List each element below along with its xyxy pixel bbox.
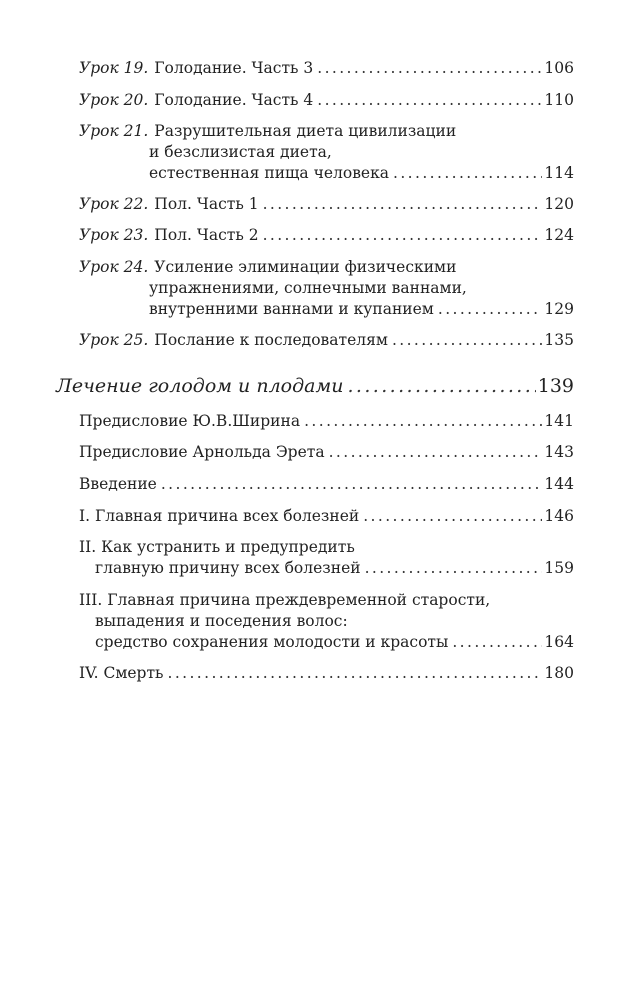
dot-leader: [263, 225, 543, 246]
page-number: 139: [537, 375, 574, 397]
page-number: 114: [544, 164, 574, 182]
page-number: 146: [544, 507, 574, 525]
page-number: 143: [544, 443, 574, 461]
dot-leader: [365, 558, 543, 579]
lesson-label: Урок 22.: [79, 195, 149, 213]
page-number: 129: [544, 300, 574, 318]
lesson-label: Урок 25.: [79, 331, 149, 349]
toc-entry-lesson-20: [79, 90, 574, 111]
toc-entry-chapter-1: [79, 506, 574, 527]
page-number: 135: [544, 331, 574, 349]
section-title: Лечение голодом и плодами: [56, 375, 344, 397]
page-number: 144: [544, 475, 574, 493]
entry-title-cont: упражнениями, солнечными ваннами,: [149, 279, 467, 297]
dot-leader: [438, 299, 543, 320]
page-number: 124: [544, 226, 574, 244]
lesson-label: Урок 21.: [79, 122, 149, 140]
page-number: 120: [544, 195, 574, 213]
page-number: 110: [544, 91, 574, 109]
entry-title: Введение: [79, 475, 157, 493]
toc-entry-lesson-19: [79, 58, 574, 79]
entry-title: Предисловие Ю.В.Ширина: [79, 412, 301, 430]
dot-leader: [317, 90, 542, 111]
entry-title-cont: внутренними ваннами и купанием: [149, 300, 434, 318]
entry-title: Пол. Часть 2: [154, 226, 259, 244]
entry-title-cont: выпадения и поседения волос:: [95, 612, 348, 630]
page-number: 180: [544, 664, 574, 682]
lesson-label: Урок 23.: [79, 226, 149, 244]
entry-title: Разрушительная диета цивилизации: [154, 122, 457, 140]
entry-title: IV. Смерть: [79, 664, 164, 682]
toc-entry-introduction: [79, 474, 574, 495]
dot-leader: [452, 632, 542, 653]
toc-entry-preface-ehret: [79, 442, 574, 463]
toc-entry-lesson-24: [79, 257, 574, 320]
toc-entry-lesson-22: [79, 194, 574, 215]
entry-title-cont: главную причину всех болезней: [95, 559, 361, 577]
entry-title: III. Главная причина преждевременной старости,: [79, 591, 491, 609]
page-number: 159: [544, 559, 574, 577]
dot-leader: [304, 411, 542, 432]
page-number: 164: [544, 633, 574, 651]
toc-entry-chapter-2: [79, 537, 574, 579]
toc-entry-chapter-4: [79, 663, 574, 684]
dot-leader: [263, 194, 543, 215]
toc-entry-lesson-23: [79, 225, 574, 246]
entry-title: II. Как устранить и предупредить: [79, 538, 355, 556]
lesson-label: Урок 24.: [79, 258, 149, 276]
dot-leader: [393, 163, 542, 184]
entry-title-cont: естественная пища человека: [149, 164, 390, 182]
entry-title: Пол. Часть 1: [154, 195, 259, 213]
entry-title: Голодание. Часть 4: [154, 91, 314, 109]
entry-title-cont: и безслизистая диета,: [149, 143, 332, 161]
dot-leader: [347, 374, 535, 398]
entry-title: Голодание. Часть 3: [154, 59, 314, 77]
entry-title-cont: средство сохранения молодости и красоты: [95, 633, 449, 651]
toc-entry-lesson-21: [79, 121, 574, 184]
dot-leader: [168, 663, 543, 684]
page-number: 141: [544, 412, 574, 430]
entry-title: Послание к последователям: [154, 331, 388, 349]
toc-section-heading: [56, 374, 574, 398]
dot-leader: [161, 474, 543, 495]
lesson-label: Урок 19.: [79, 59, 149, 77]
toc-entry-preface-shirin: [79, 411, 574, 432]
toc-entry-chapter-3: [79, 590, 574, 653]
dot-leader: [317, 58, 542, 79]
toc-entry-lesson-25: [79, 330, 574, 351]
entry-title: I. Главная причина всех болезней: [79, 507, 360, 525]
dot-leader: [363, 506, 542, 527]
lesson-label: Урок 20.: [79, 91, 149, 109]
entry-title: Усиление элиминации физическими: [154, 258, 457, 276]
dot-leader: [329, 442, 543, 463]
page-number: 106: [544, 59, 574, 77]
entry-title: Предисловие Арнольда Эрета: [79, 443, 325, 461]
dot-leader: [392, 330, 542, 351]
